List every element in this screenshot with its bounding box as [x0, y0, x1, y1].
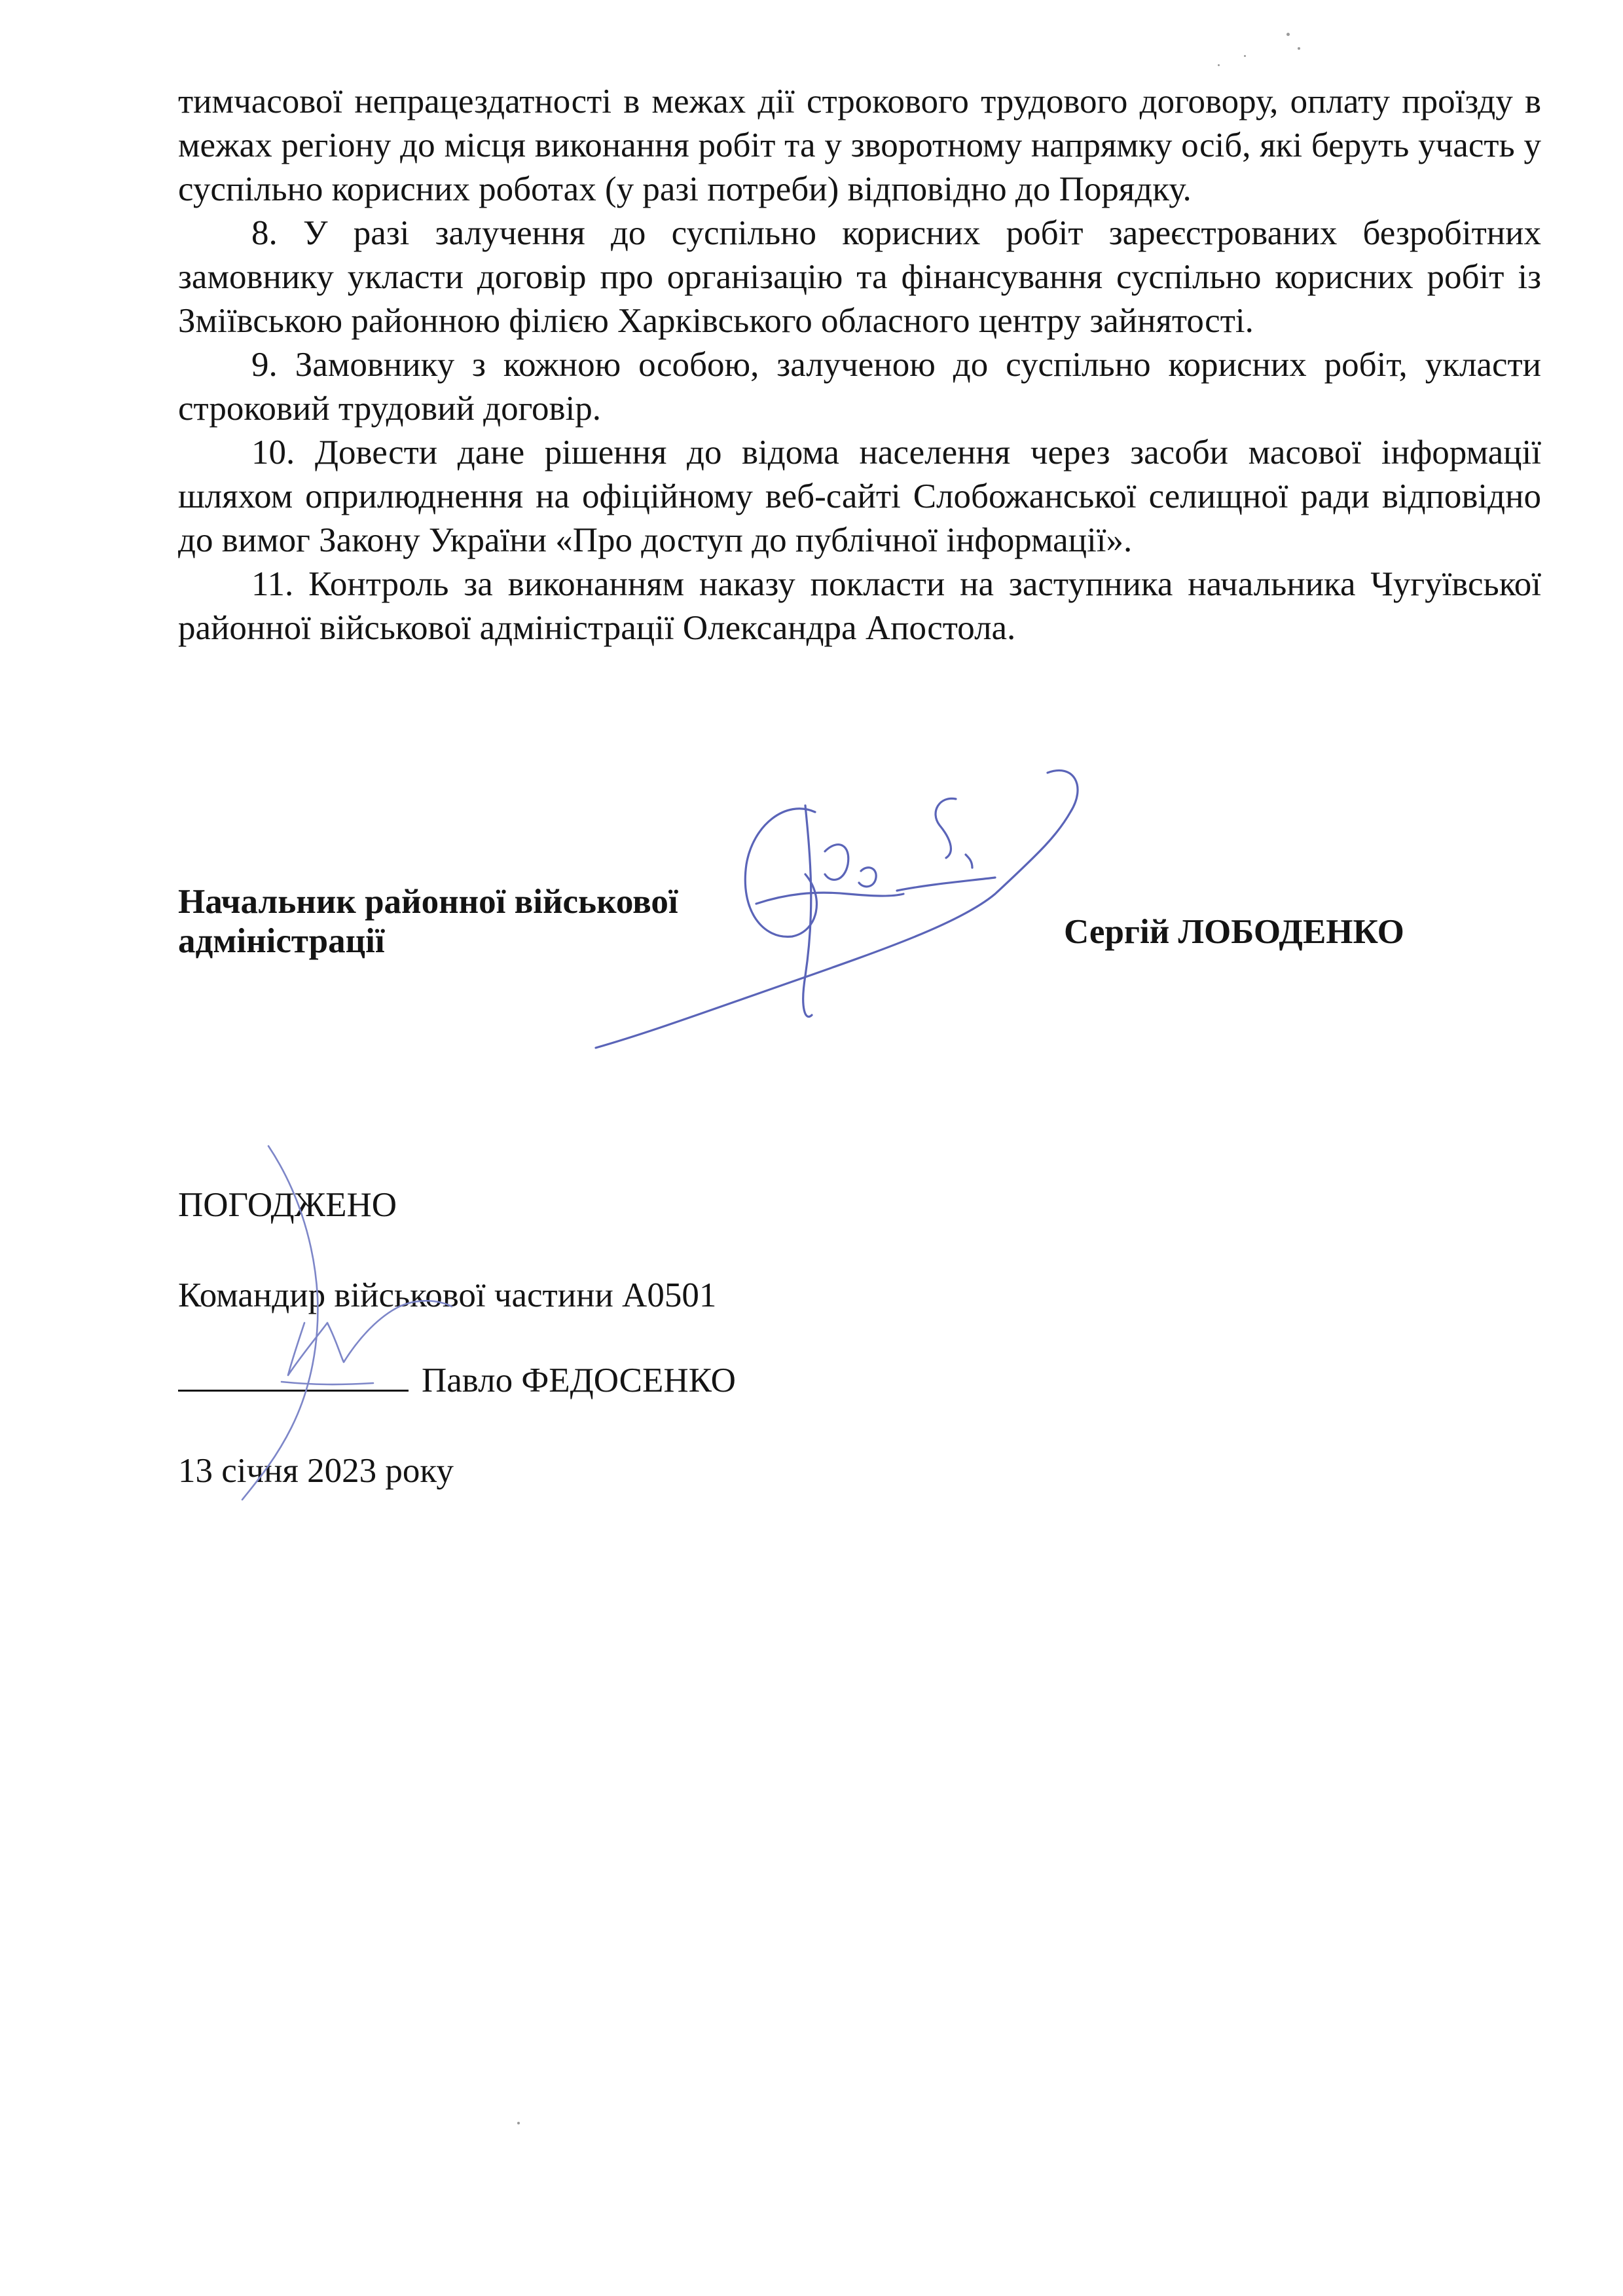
- paragraph-item-8: 8. У разі залучення до суспільно корисних робіт зареєстрованих безробітних замовнику укласти договір про організацію та фінансування суспільно корисних робіт із Зміївською районною філією Харківського обласного центру зайнятості.: [178, 214, 1541, 340]
- scan-speck: [517, 2122, 520, 2124]
- signatory-title: [178, 882, 767, 961]
- approval-signature-line: [178, 1361, 833, 1400]
- approval-name: Павло ФЕДОСЕНКО: [422, 1361, 736, 1399]
- approval-date: 13 січня 2023 року: [178, 1452, 454, 1490]
- signatory-name: Сергій ЛОБОДЕНКО: [1064, 913, 1404, 951]
- paragraph-item-10: 10. Довести дане рішення до відома населення через засоби масової інформації шляхом оприлюднення на офіційному веб-сайті Слобожанської селищної ради відповідно до вимог Закону України «Про доступ до публічної інформації».: [178, 434, 1541, 559]
- approval-position: Командир військової частини А0501: [178, 1276, 717, 1314]
- paragraph-item-9: 9. Замовнику з кожною особою, залученою до суспільно корисних робіт, укласти строковий трудовий договір.: [178, 346, 1541, 428]
- signature-blank-line: [178, 1363, 409, 1392]
- approval-heading: ПОГОДЖЕНО: [178, 1186, 397, 1224]
- signature-approval: [177, 1126, 491, 1506]
- scan-speck: [1244, 55, 1246, 57]
- paragraph-item-11: 11. Контроль за виконанням наказу покласти на заступника начальника Чугуївської районної військової адміністрації Олександра Апостола.: [178, 565, 1541, 647]
- signatory-title-line2: адміністрації: [178, 922, 385, 960]
- document-body: [178, 80, 1541, 650]
- scan-speck: [1298, 47, 1300, 50]
- paragraph-continuation: тимчасової непрацездатності в межах дії строкового трудового договору, оплату проїзду в межах регіону до місця виконання робіт та у зворотному напрямку осіб, які беруть участь у суспільно корисних роботах (у разі потреби) відповідно до Порядку.: [178, 83, 1541, 208]
- signatory-title-line1: Начальник районної військової: [178, 883, 678, 921]
- scan-speck: [1286, 33, 1290, 36]
- scan-speck: [1218, 64, 1220, 66]
